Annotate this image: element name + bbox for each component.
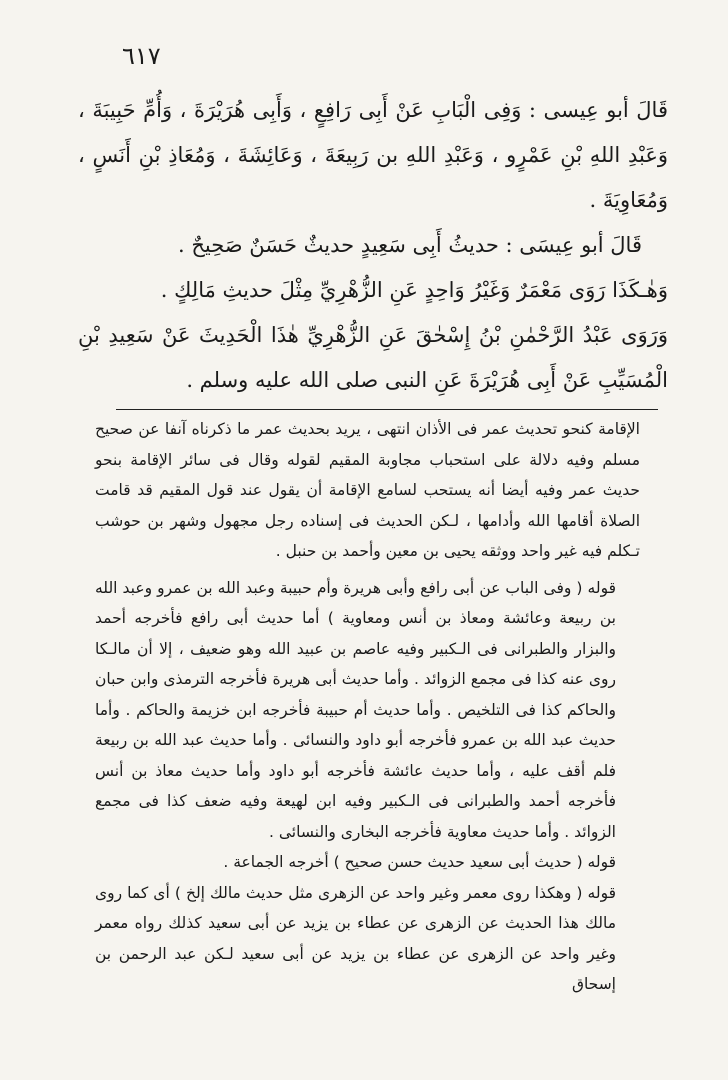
hadith-paragraph-2: قَالَ أبو عِيسَى : حديثُ أَبِى سَعِيدٍ حديثٌ حَسَنٌ صَحِيحٌ .	[177, 233, 642, 257]
footnote-divider	[116, 409, 658, 410]
page-number: ٦١٧	[122, 42, 161, 70]
commentary-text	[95, 414, 640, 1000]
commentary-paragraph-4: قوله ( وهكذا روى معمر وغير واحد عن الزهرى مثل حديث مالك إلخ ) أى كما روى مالك هذا الحديث عن الزهرى عن عطاء بن يزيد عن أبى سعيد كذلك رواه معمر وغير واحد عن الزهرى عن عطاء بن يزيد عن أبى سعيد لـكن عبد الرحمن بن إسحاق	[95, 883, 616, 993]
commentary-paragraph-3: قوله ( حديث أبى سعيد حديث حسن صحيح ) أخرجه الجماعة .	[223, 853, 616, 871]
commentary-paragraph-1: الإقامة كنحو تحديث عمر فى الأذان انتهى ، يريد بحديث عمر ما ذكرناه آنفا عن صحيح مسلم وفيه دلالة على استحباب مجاوبة المقيم لقوله وقال فى سائر الإقامة بنحو حديث عمر وفيه أيضا أنه يستحب لسامع الإقامة أن يقول عند قول المقيم قد قامت الصلاة أقامها الله وأدامها ، لـكن الحديث فى إسناده رجل مجهول وشهر بن حوشب تـكلم فيه غير واحد ووثقه يحيى بن معين وأحمد بن حنبل .	[95, 420, 640, 560]
hadith-text	[78, 88, 668, 403]
hadith-paragraph-3: وَهٰـكَذَا رَوَى مَعْمَرٌ وَغَيْرُ وَاحِدٍ عَنِ الزُّهْرِيِّ مِثْلَ حديثِ مَالِكٍ .	[160, 278, 668, 302]
hadith-paragraph-4: وَرَوَى عَبْدُ الرَّحْمٰنِ بْنُ إِسْحٰقَ عَنِ الزُّهْرِيِّ هٰذَا الْحَدِيثَ عَنْ سَعِيدِ بْنِ الْمُسَيِّبِ عَنْ أَبِى هُرَيْرَةَ عَنِ النبى صلى الله عليه وسلم .	[78, 323, 668, 392]
commentary-paragraph-2: قوله ( وفى الباب عن أبى رافع وأبى هريرة وأم حبيبة وعبد الله بن عمرو وعبد الله بن ربيعة وعائشة ومعاذ بن أنس ومعاوية ) أما حديث أبى رافع فأخرجه أحمد والبزار والطبرانى فى الـكبير وفيه عاصم بن عبيد الله وهو ضعيف ، إلا أن مالـكا روى عنه كذا فى مجمع الزوائد . وأما حديث أبى هريرة فأخرجه الترمذى وابن حبان والحاكم كذا فى التلخيص . وأما حديث أم حبيبة فأخرجه ابن خزيمة والحاكم . وأما حديث عبد الله بن عمرو فأخرجه أبو داود والنسائى . وأما حديث عبد الله بن ربيعة فلم أقف عليه ، وأما حديث عائشة فأخرجه أبو داود وأما حديث معاذ بن أنس فأخرجه أحمد والطبرانى فى الـكبير وفيه ابن لهيعة وفيه ضعف كذا فى مجمع الزوائد . وأما حديث معاوية فأخرجه البخارى والنسائى .	[95, 578, 616, 841]
hadith-paragraph-1: قَالَ أبو عِيسى : وَفِى الْبَابِ عَنْ أَبِى رَافِعٍ ، وَأَبِى هُرَيْرَةَ ، وَأُمِّ حَبِيبَةَ ، وَعَبْدِ اللهِ بْنِ عَمْرٍو ، وَعَبْدِ اللهِ بن رَبِيعَةَ ، وَعَائِشَةَ ، وَمُعَاذِ بْنِ أَنَسٍ ، وَمُعَاوِيَةَ .	[78, 98, 668, 212]
